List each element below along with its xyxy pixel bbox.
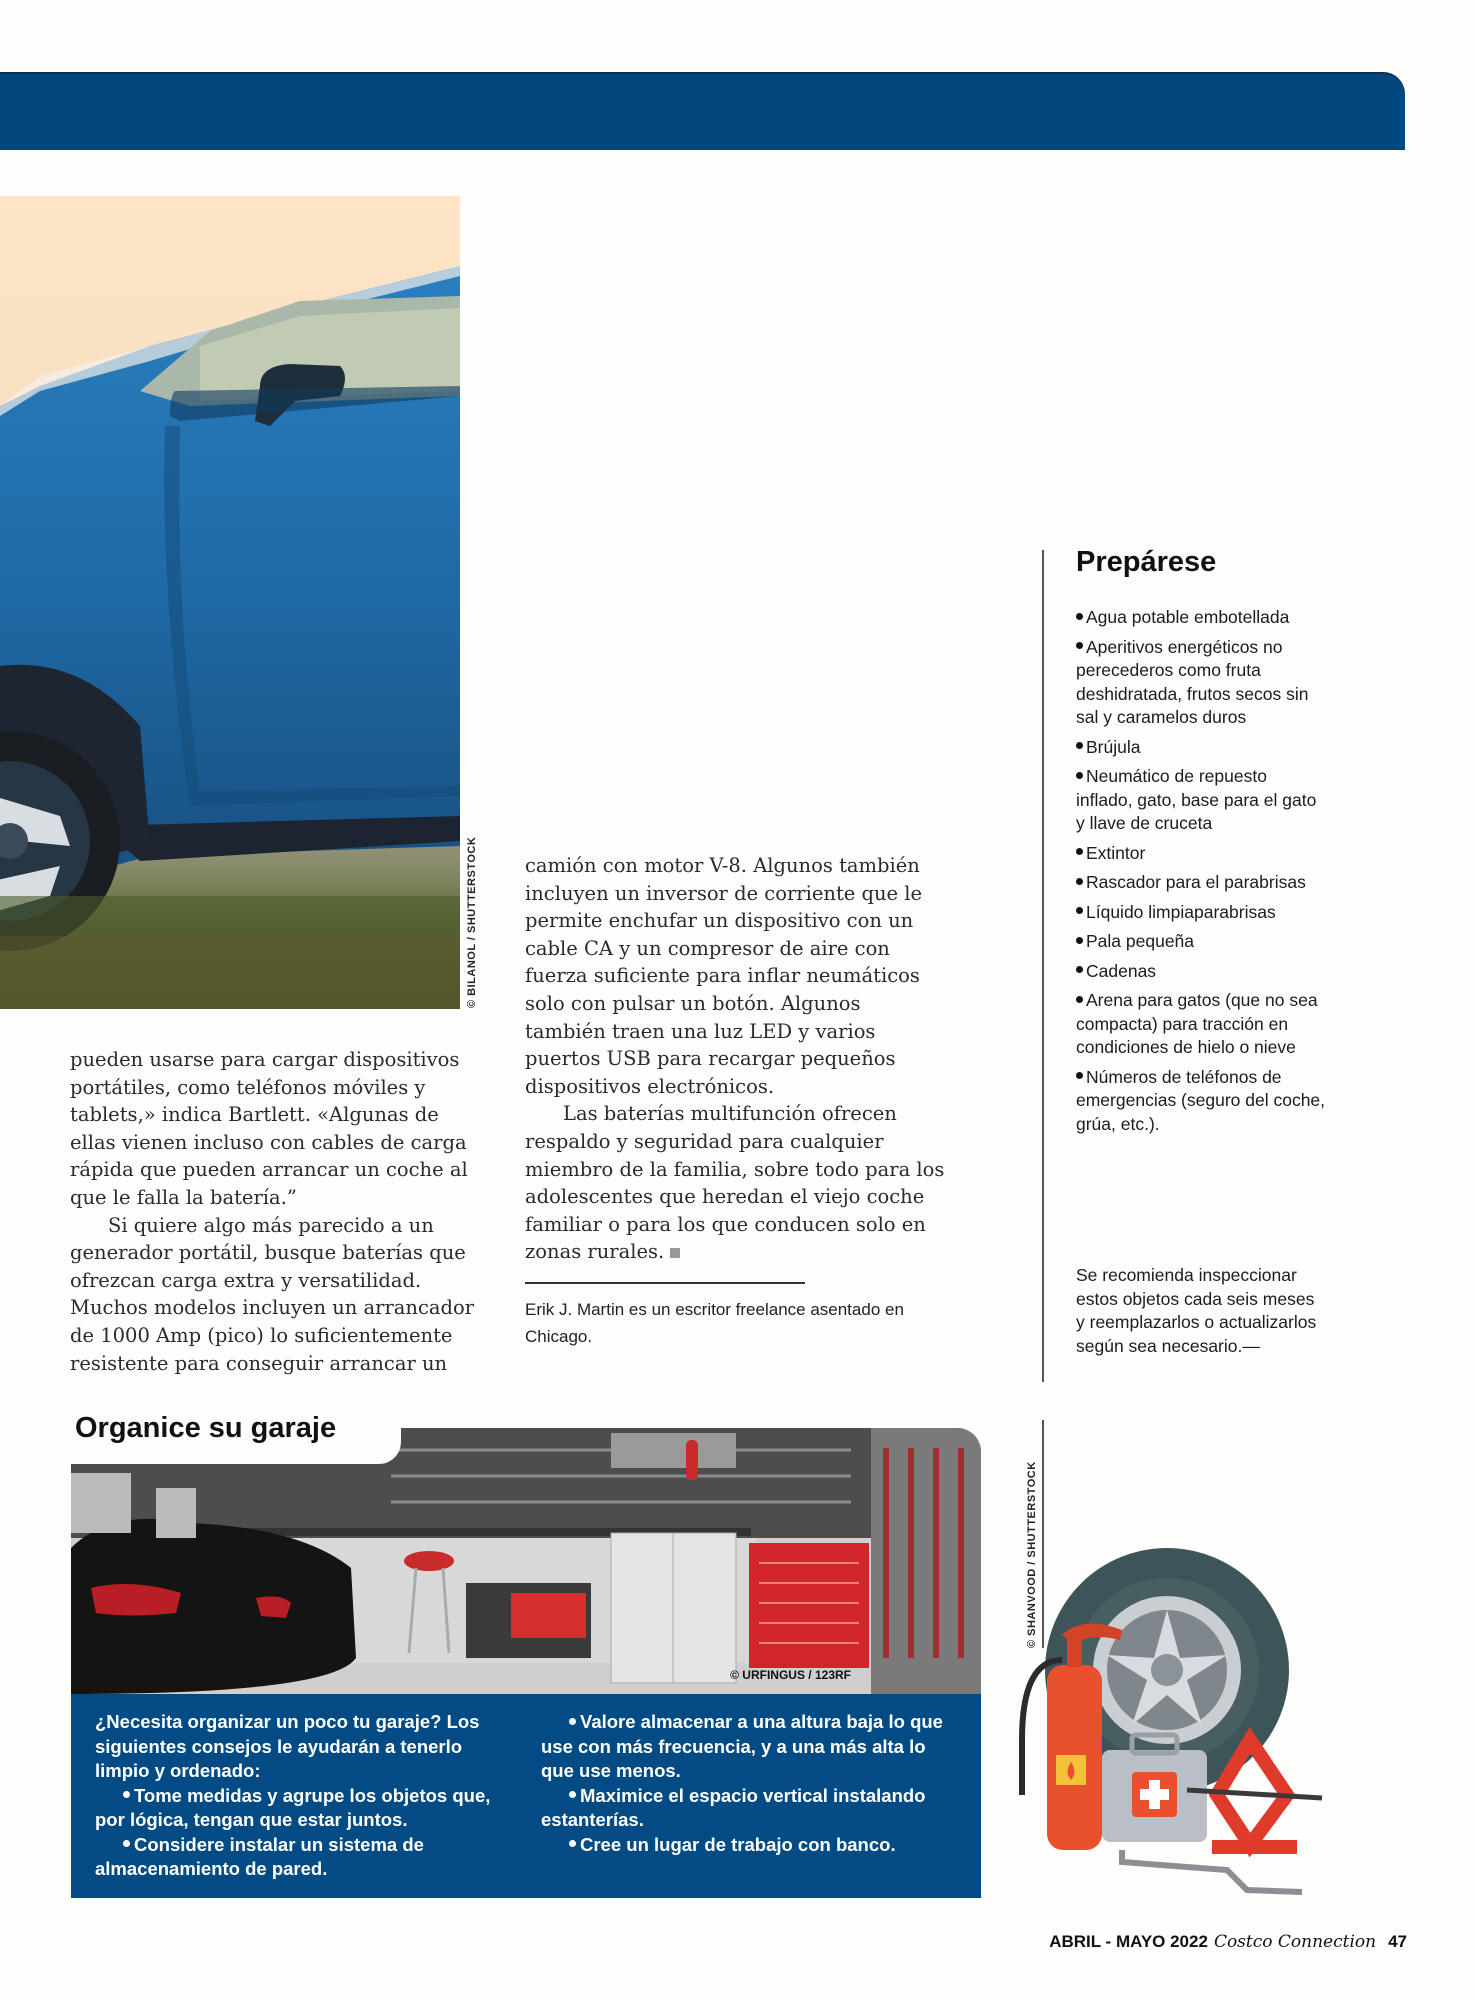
list-item bbox=[1076, 736, 1326, 760]
list-item-text: Extintor bbox=[1086, 842, 1146, 863]
page-number: 47 bbox=[1388, 1932, 1407, 1951]
header-banner bbox=[0, 72, 1405, 150]
bullet-icon bbox=[1076, 742, 1083, 749]
garage-illustration bbox=[71, 1428, 981, 1694]
preparedness-list bbox=[1076, 606, 1326, 1142]
garage-tip-text: Tome medidas y agrupe los objetos que, por lógica, tengan que estar juntos. bbox=[95, 1784, 491, 1830]
list-item bbox=[1076, 765, 1326, 836]
list-item-text: Neumático de repuesto inflado, gato, base para el gato y llave de cruceta bbox=[1076, 766, 1317, 833]
garage-intro: ¿Necesita organizar un poco tu garaje? Los siguientes consejos le ayudarán a tenerlo limpio y ordenado: bbox=[95, 1711, 480, 1781]
article-paragraph: pueden usarse para cargar dispositivos portátiles, como teléfonos móviles y tablets,» indica Bartlett. «Algunas de ellas vienen incluso con cables de carga rápida que pueden arrancar un coche al que le falla la batería.” bbox=[70, 1048, 468, 1209]
garage-tip bbox=[541, 1710, 951, 1784]
article-paragraph bbox=[525, 1100, 945, 1266]
list-item-text: Brújula bbox=[1086, 736, 1141, 757]
page-footer bbox=[1049, 1932, 1407, 1952]
garage-tip-text: Valore almacenar a una altura baja lo que use con más frecuencia, y a una más alta lo que use menos. bbox=[541, 1711, 943, 1781]
list-item bbox=[1076, 636, 1326, 730]
garage-tip bbox=[541, 1833, 951, 1858]
garage-photo bbox=[71, 1428, 981, 1694]
article-paragraph-text: Las baterías multifunción ofrecen respaldo y seguridad para cualquier miembro de la familia, sobre todo para los adolescentes que heredan el viejo coche familiar o para los que conducen solo en zonas rurales. bbox=[525, 1102, 945, 1264]
list-item bbox=[1076, 871, 1326, 895]
author-bio: Erik J. Martin es un escritor freelance asentado en Chicago. bbox=[525, 1300, 904, 1346]
list-item bbox=[1076, 606, 1326, 630]
garage-tip-text: Cree un lugar de trabajo con banco. bbox=[580, 1833, 896, 1855]
bullet-icon bbox=[1076, 937, 1083, 944]
publication-name: Costco Connection bbox=[1213, 1932, 1377, 1952]
bullet-icon bbox=[1076, 613, 1083, 620]
garage-tips-text bbox=[71, 1694, 981, 1898]
list-item-text: Líquido limpiaparabrisas bbox=[1086, 901, 1276, 922]
bullet-icon bbox=[123, 1840, 130, 1847]
garage-tip-text: Maximice el espacio vertical instalando estanterías. bbox=[541, 1784, 926, 1830]
article-column-1 bbox=[70, 1046, 490, 1377]
sidebar-divider bbox=[1042, 550, 1044, 1382]
list-item bbox=[1076, 842, 1326, 866]
list-item bbox=[1076, 960, 1326, 984]
garage-tip bbox=[541, 1784, 951, 1833]
bullet-icon bbox=[569, 1840, 576, 1847]
garage-tip bbox=[95, 1833, 505, 1882]
garage-tips-column-1 bbox=[95, 1710, 505, 1882]
list-item-text: Agua potable embotellada bbox=[1086, 607, 1290, 627]
emergency-kit-illustration bbox=[1002, 1540, 1342, 1895]
garage-tips-box bbox=[71, 1412, 981, 1898]
bullet-icon bbox=[1076, 966, 1083, 973]
bullet-icon bbox=[1076, 642, 1083, 649]
list-item bbox=[1076, 989, 1326, 1060]
list-item-text: Pala pequeña bbox=[1086, 931, 1195, 951]
bullet-icon bbox=[1076, 1072, 1083, 1079]
list-item-text: Aperitivos energéticos no perecederos como fruta deshidratada, frutos secos sin sal y caramelos duros bbox=[1076, 636, 1309, 727]
list-item bbox=[1076, 901, 1326, 925]
list-item bbox=[1076, 930, 1326, 954]
garage-photo-credit: © URFINGUS / 123RF bbox=[730, 1668, 851, 1682]
article-paragraph: camión con motor V-8. Algunos también incluyen un inversor de corriente que le permite enchufar un dispositivo con un cable CA y un compresor de aire con fuerza suficiente para inflar neumáticos solo con pulsar un botón. Algunos también traen una luz LED y varios puertos USB para recargar pequeños dispositivos electrónicos. bbox=[525, 854, 923, 1098]
bullet-icon bbox=[1076, 848, 1083, 855]
list-item bbox=[1076, 1066, 1326, 1137]
bullet-icon bbox=[569, 1791, 576, 1798]
bullet-icon bbox=[1076, 772, 1083, 779]
list-item-text: Cadenas bbox=[1086, 960, 1157, 981]
bullet-icon bbox=[569, 1718, 576, 1725]
bullet-icon bbox=[123, 1791, 130, 1798]
car-illustration bbox=[0, 196, 460, 1009]
list-item-text: Arena para gatos (que no sea compacta) para tracción en condiciones de hielo o nieve bbox=[1076, 990, 1318, 1057]
list-item-text: Números de teléfonos de emergencias (seguro del coche, grúa, etc.). bbox=[1076, 1066, 1326, 1134]
garage-tip-text: Considere instalar un sistema de almacenamiento de pared. bbox=[95, 1833, 424, 1879]
car-photo-credit: © BILANOL / SHUTTERSTOCK bbox=[466, 836, 478, 1008]
garage-title: Organice su garaje bbox=[75, 1412, 337, 1444]
garage-tips-column-2 bbox=[541, 1710, 951, 1857]
bio-divider bbox=[525, 1282, 805, 1284]
end-mark-icon bbox=[670, 1248, 680, 1258]
bullet-icon bbox=[1076, 878, 1083, 885]
car-photo bbox=[0, 196, 460, 1009]
garage-tip bbox=[95, 1784, 505, 1833]
lug-wrench-icon bbox=[1122, 1850, 1302, 1892]
sidebar-title: Prepárese bbox=[1076, 546, 1217, 578]
list-item-text: Rascador para el parabrisas bbox=[1086, 872, 1306, 892]
bullet-icon bbox=[1076, 907, 1083, 914]
article-column-2 bbox=[525, 852, 945, 1266]
issue-date: ABRIL - MAYO 2022 bbox=[1049, 1932, 1208, 1951]
article-paragraph: Si quiere algo más parecido a un generador portátil, busque baterías que ofrezcan carga extra y versatilidad. Muchos modelos incluyen un arrancador de 1000 Amp (pico) lo suficientemente resistente para conseguir arrancar un bbox=[70, 1213, 475, 1375]
bullet-icon bbox=[1076, 996, 1083, 1003]
sidebar-note: Se recomienda inspeccionar estos objetos cada seis meses y reemplazarlos o actualizarlos según sea necesario.— bbox=[1076, 1265, 1317, 1356]
emergency-photo-credit: © SHANVOOD / SHUTTERSTOCK bbox=[1026, 1461, 1038, 1648]
